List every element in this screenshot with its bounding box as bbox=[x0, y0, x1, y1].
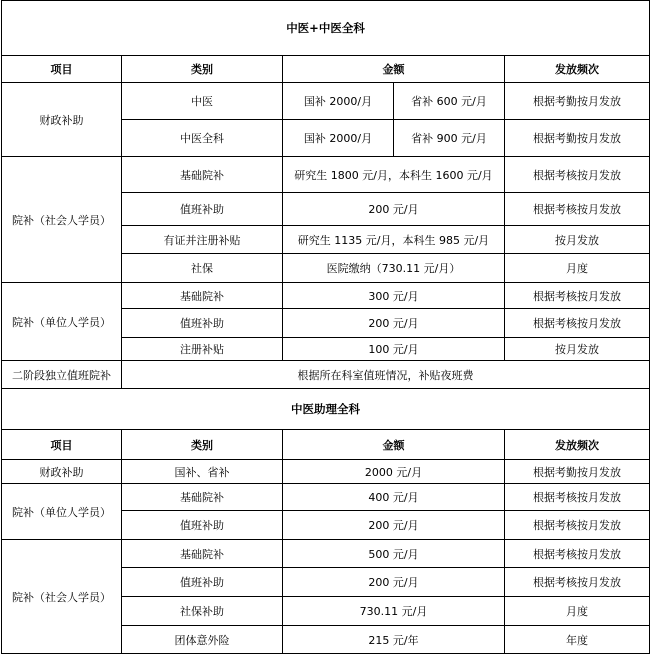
group-label: 院补（社会人学员） bbox=[2, 157, 122, 283]
frequency-cell: 根据考核按月发放 bbox=[505, 540, 650, 568]
frequency-cell: 根据考勤按月发放 bbox=[505, 120, 650, 157]
header-amount: 金额 bbox=[283, 430, 505, 460]
header-category: 类别 bbox=[122, 430, 283, 460]
group-label: 财政补助 bbox=[2, 460, 122, 484]
amount-cell: 200 元/月 bbox=[283, 511, 505, 540]
amount-cell: 100 元/月 bbox=[283, 338, 505, 361]
category-cell: 社保 bbox=[122, 254, 283, 283]
frequency-cell: 根据考核按月发放 bbox=[505, 193, 650, 226]
subsidy-table bbox=[1, 0, 650, 654]
header-amount: 金额 bbox=[283, 56, 505, 83]
category-cell: 基础院补 bbox=[122, 157, 283, 193]
frequency-cell: 根据考核按月发放 bbox=[505, 309, 650, 338]
header-item: 项目 bbox=[2, 430, 122, 460]
section-title: 中医助理全科 bbox=[2, 389, 650, 430]
category-cell: 社保补助 bbox=[122, 597, 283, 626]
amount-cell: 215 元/年 bbox=[283, 626, 505, 654]
category-cell: 注册补贴 bbox=[122, 338, 283, 361]
category-cell: 基础院补 bbox=[122, 540, 283, 568]
category-cell: 团体意外险 bbox=[122, 626, 283, 654]
category-cell: 值班补助 bbox=[122, 193, 283, 226]
header-item: 项目 bbox=[2, 56, 122, 83]
header-category: 类别 bbox=[122, 56, 283, 83]
amount-cell: 300 元/月 bbox=[283, 283, 505, 309]
category-cell: 中医全科 bbox=[122, 120, 283, 157]
category-cell: 值班补助 bbox=[122, 511, 283, 540]
frequency-cell: 根据考勤按月发放 bbox=[505, 83, 650, 120]
group-label: 院补（社会人学员） bbox=[2, 540, 122, 654]
frequency-cell: 根据考核按月发放 bbox=[505, 283, 650, 309]
group-label: 院补（单位人学员） bbox=[2, 283, 122, 361]
category-cell: 值班补助 bbox=[122, 309, 283, 338]
group-label: 财政补助 bbox=[2, 83, 122, 157]
frequency-cell: 按月发放 bbox=[505, 226, 650, 254]
category-cell: 有证并注册补贴 bbox=[122, 226, 283, 254]
amount-cell: 400 元/月 bbox=[283, 484, 505, 511]
provincial-subsidy-cell: 省补 900 元/月 bbox=[394, 120, 505, 157]
category-cell: 中医 bbox=[122, 83, 283, 120]
frequency-cell: 根据考勤按月发放 bbox=[505, 460, 650, 484]
amount-cell: 500 元/月 bbox=[283, 540, 505, 568]
group-label: 二阶段独立值班院补 bbox=[2, 361, 122, 389]
national-subsidy-cell: 国补 2000/月 bbox=[283, 120, 394, 157]
amount-cell: 200 元/月 bbox=[283, 568, 505, 597]
category-cell: 基础院补 bbox=[122, 484, 283, 511]
category-cell: 基础院补 bbox=[122, 283, 283, 309]
group-label: 院补（单位人学员） bbox=[2, 484, 122, 540]
category-cell: 国补、省补 bbox=[122, 460, 283, 484]
note-cell: 根据所在科室值班情况，补贴夜班费 bbox=[122, 361, 650, 389]
frequency-cell: 根据考核按月发放 bbox=[505, 157, 650, 193]
frequency-cell: 根据考核按月发放 bbox=[505, 484, 650, 511]
frequency-cell: 根据考核按月发放 bbox=[505, 568, 650, 597]
frequency-cell: 月度 bbox=[505, 597, 650, 626]
amount-cell: 2000 元/月 bbox=[283, 460, 505, 484]
category-cell: 值班补助 bbox=[122, 568, 283, 597]
frequency-cell: 年度 bbox=[505, 626, 650, 654]
national-subsidy-cell: 国补 2000/月 bbox=[283, 83, 394, 120]
amount-cell: 200 元/月 bbox=[283, 193, 505, 226]
amount-cell: 医院缴纳（730.11 元/月） bbox=[283, 254, 505, 283]
amount-cell: 730.11 元/月 bbox=[283, 597, 505, 626]
header-frequency: 发放频次 bbox=[505, 56, 650, 83]
amount-cell: 200 元/月 bbox=[283, 309, 505, 338]
amount-cell: 研究生 1135 元/月，本科生 985 元/月 bbox=[283, 226, 505, 254]
amount-cell: 研究生 1800 元/月，本科生 1600 元/月 bbox=[283, 157, 505, 193]
section-title: 中医+中医全科 bbox=[2, 1, 650, 56]
frequency-cell: 按月发放 bbox=[505, 338, 650, 361]
provincial-subsidy-cell: 省补 600 元/月 bbox=[394, 83, 505, 120]
header-frequency: 发放频次 bbox=[505, 430, 650, 460]
frequency-cell: 月度 bbox=[505, 254, 650, 283]
frequency-cell: 根据考核按月发放 bbox=[505, 511, 650, 540]
